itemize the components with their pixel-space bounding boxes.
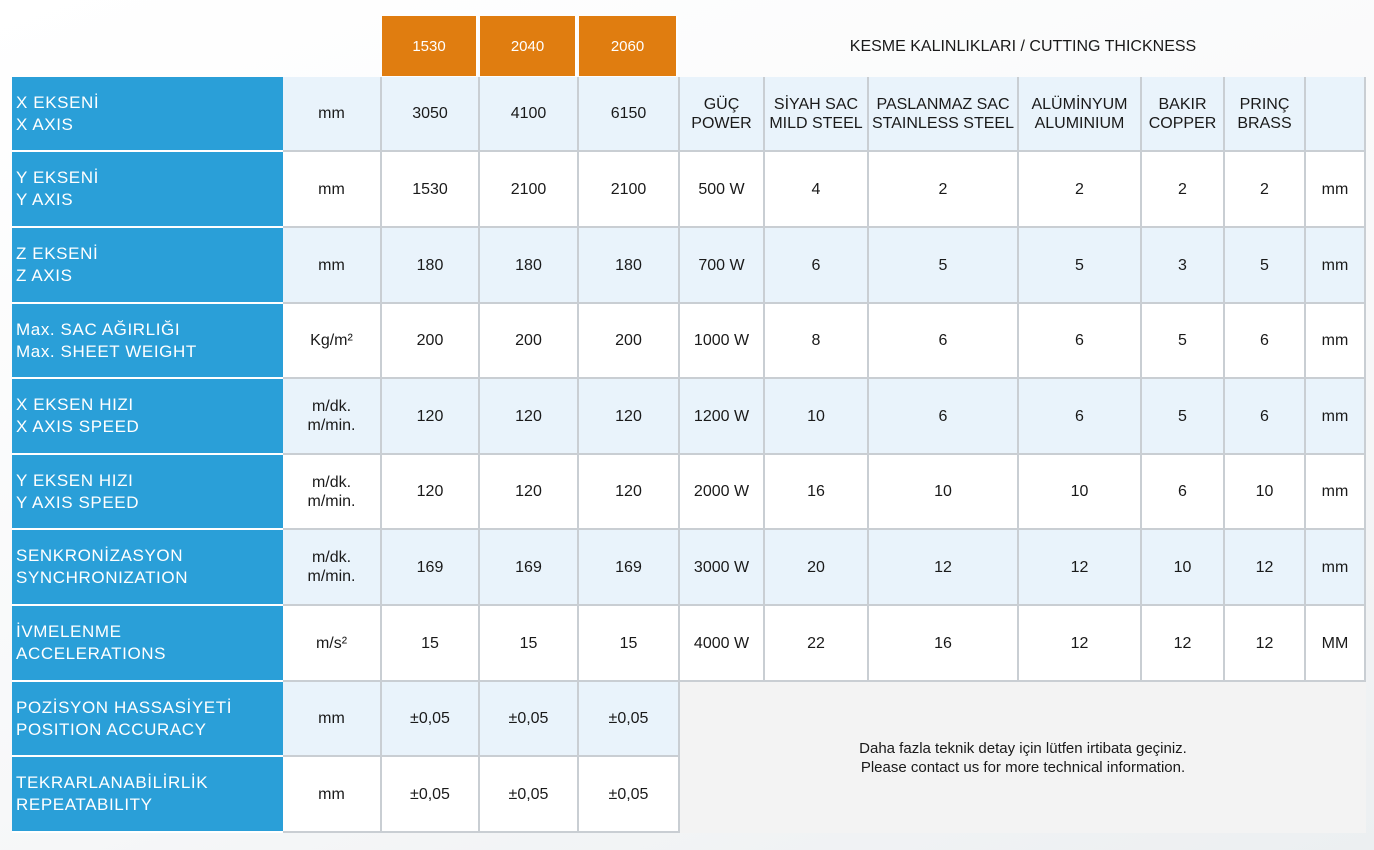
thickness-value: 2 [869,152,1019,228]
unit-cell: MM [1306,606,1366,682]
spec-label: Max. SAC AĞIRLIĞI Max. SHEET WEIGHT [12,304,283,379]
thickness-value: 20 [765,530,869,606]
thickness-value: 6 [1019,304,1142,379]
spec-label: X EKSEN HIZI X AXIS SPEED [12,379,283,455]
spec-unit: m/dk. m/min. [283,379,382,455]
spec-value: 2100 [579,152,680,228]
thickness-value: 6 [1019,379,1142,455]
thickness-header: PRINÇ BRASS [1225,77,1306,152]
power-cell: 500 W [680,152,765,228]
spec-value: 200 [382,304,480,379]
spec-value: ±0,05 [579,682,680,757]
spec-unit: mm [283,77,382,152]
spec-value: 120 [579,455,680,530]
thickness-value: 3 [1142,228,1225,304]
thickness-value: 5 [1142,379,1225,455]
power-cell: 1000 W [680,304,765,379]
spec-value: 169 [579,530,680,606]
contact-note: Daha fazla teknik detay için lütfen irtibata geçiniz. Please contact us for more technical information. [680,682,1366,833]
spec-value: ±0,05 [480,682,579,757]
thickness-value: 10 [1142,530,1225,606]
spec-unit: mm [283,228,382,304]
power-cell: 1200 W [680,379,765,455]
power-cell: 3000 W [680,530,765,606]
spec-value: 180 [579,228,680,304]
spec-value: 4100 [480,77,579,152]
unit-cell: mm [1306,228,1366,304]
model-header-2040: 2040 [480,16,577,76]
spec-value: 120 [579,379,680,455]
thickness-value: 6 [1225,379,1306,455]
spec-value: ±0,05 [579,757,680,833]
thickness-value: 10 [765,379,869,455]
spec-value: 15 [579,606,680,682]
spec-value: ±0,05 [382,757,480,833]
thickness-value: 16 [765,455,869,530]
thickness-value: 12 [1225,606,1306,682]
spec-label: X EKSENİ X AXIS [12,77,283,152]
thickness-value: 12 [1225,530,1306,606]
spec-label: POZİSYON HASSASİYETİ POSITION ACCURACY [12,682,283,757]
thickness-value: 4 [765,152,869,228]
thickness-header: SİYAH SAC MILD STEEL [765,77,869,152]
thickness-header: PASLANMAZ SAC STAINLESS STEEL [869,77,1019,152]
spec-value: 169 [382,530,480,606]
unit-cell: mm [1306,152,1366,228]
power-cell: 4000 W [680,606,765,682]
spec-value: 120 [382,379,480,455]
spec-label: SENKRONİZASYON SYNCHRONIZATION [12,530,283,606]
unit-cell: mm [1306,455,1366,530]
thickness-value: 6 [1225,304,1306,379]
spec-unit: m/dk. m/min. [283,530,382,606]
spec-value: 3050 [382,77,480,152]
spec-value: 180 [480,228,579,304]
spec-value: 180 [382,228,480,304]
thickness-value: 10 [1019,455,1142,530]
spec-value: ±0,05 [480,757,579,833]
thickness-value: 8 [765,304,869,379]
spec-value: 6150 [579,77,680,152]
model-header-2060: 2060 [579,16,678,76]
spec-value: 120 [480,379,579,455]
model-header-1530: 1530 [382,16,478,76]
thickness-value: 12 [869,530,1019,606]
spec-unit: mm [283,152,382,228]
thickness-value: 12 [1142,606,1225,682]
spec-value: 1530 [382,152,480,228]
thickness-value: 16 [869,606,1019,682]
unit-cell: mm [1306,304,1366,379]
thickness-value: 5 [1225,228,1306,304]
thickness-header: GÜÇ POWER [680,77,765,152]
thickness-value: 5 [869,228,1019,304]
spec-value: 200 [579,304,680,379]
spec-unit: m/s² [283,606,382,682]
spec-value: 200 [480,304,579,379]
thickness-value: 2 [1142,152,1225,228]
unit-cell: mm [1306,379,1366,455]
thickness-value: 10 [1225,455,1306,530]
spec-value: 120 [480,455,579,530]
spec-value: 15 [382,606,480,682]
spec-value: 169 [480,530,579,606]
spec-unit: mm [283,682,382,757]
spec-label: TEKRARLANABİLİRLİK REPEATABILITY [12,757,283,833]
thickness-value: 5 [1019,228,1142,304]
thickness-value: 2 [1019,152,1142,228]
thickness-value: 6 [869,304,1019,379]
spec-label: Z EKSENİ Z AXIS [12,228,283,304]
spec-value: 120 [382,455,480,530]
spec-label: Y EKSENİ Y AXIS [12,152,283,228]
thickness-value: 12 [1019,606,1142,682]
thickness-value: 6 [765,228,869,304]
spec-label: Y EKSEN HIZI Y AXIS SPEED [12,455,283,530]
spec-value: ±0,05 [382,682,480,757]
cutting-thickness-title: KESME KALINLIKLARI / CUTTING THICKNESS [849,37,1197,55]
thickness-header: ALÜMİNYUM ALUMINIUM [1019,77,1142,152]
spec-value: 15 [480,606,579,682]
thickness-value: 5 [1142,304,1225,379]
thickness-header: BAKIR COPPER [1142,77,1225,152]
thickness-value: 6 [1142,455,1225,530]
spec-unit: m/dk. m/min. [283,455,382,530]
thickness-value: 22 [765,606,869,682]
spec-label: İVMELENME ACCELERATIONS [12,606,283,682]
thickness-value: 6 [869,379,1019,455]
spec-unit: Kg/m² [283,304,382,379]
spec-value: 2100 [480,152,579,228]
power-cell: 2000 W [680,455,765,530]
thickness-value: 12 [1019,530,1142,606]
power-cell: 700 W [680,228,765,304]
unit-cell: mm [1306,530,1366,606]
thickness-value: 2 [1225,152,1306,228]
spec-unit: mm [283,757,382,833]
thickness-header [1306,77,1366,152]
thickness-value: 10 [869,455,1019,530]
